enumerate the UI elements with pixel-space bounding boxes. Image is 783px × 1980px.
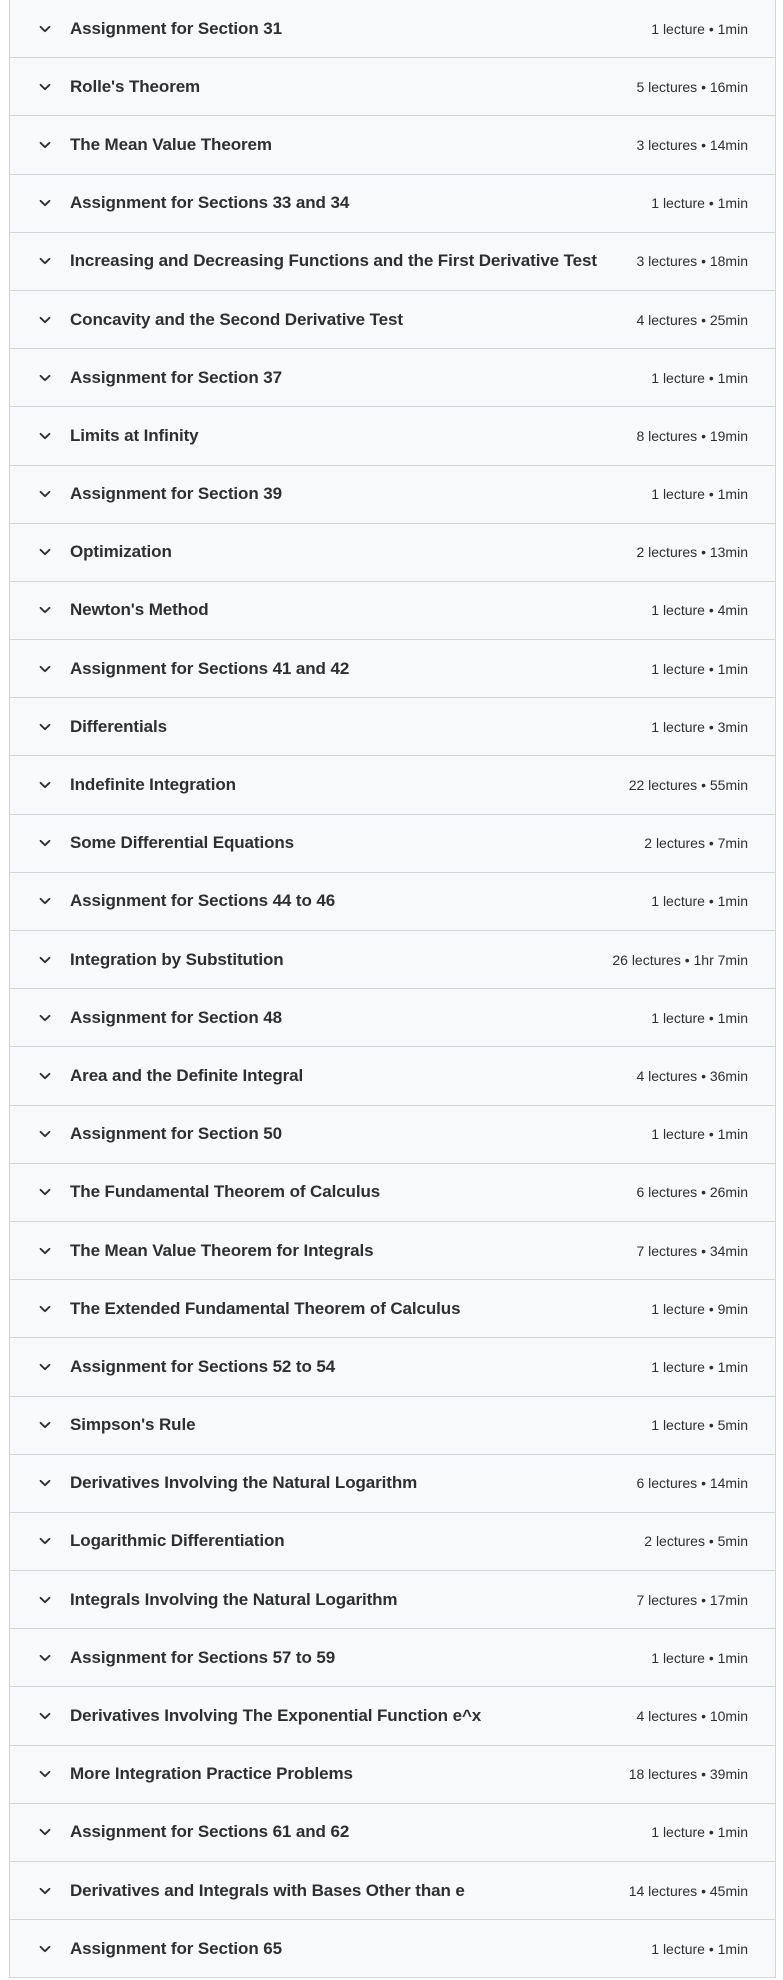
section-lecture-count-duration: 4 lectures • 10min	[636, 1708, 748, 1725]
section-lecture-count-duration: 5 lectures • 16min	[636, 78, 748, 95]
section-title: The Mean Value Theorem	[70, 134, 272, 154]
section-title: Newton's Method	[70, 600, 209, 620]
section-title: Simpson's Rule	[70, 1415, 196, 1435]
section-title: More Integration Practice Problems	[70, 1764, 353, 1784]
section-title: The Mean Value Theorem for Integrals	[70, 1240, 374, 1260]
section-lecture-count-duration: 4 lectures • 25min	[636, 311, 748, 328]
curriculum-section[interactable]	[10, 407, 775, 465]
chevron-down-icon	[38, 1244, 52, 1258]
section-title: Assignment for Section 39	[70, 484, 282, 504]
curriculum-section[interactable]	[10, 1862, 775, 1920]
chevron-down-icon	[38, 1360, 52, 1374]
chevron-down-icon	[38, 1884, 52, 1898]
curriculum-section[interactable]	[10, 931, 775, 989]
chevron-down-icon	[38, 487, 52, 501]
section-title: Assignment for Section 37	[70, 367, 282, 387]
chevron-down-icon	[38, 254, 52, 268]
chevron-down-icon	[38, 836, 52, 850]
curriculum-section[interactable]	[10, 1920, 775, 1978]
curriculum-section[interactable]	[10, 175, 775, 233]
chevron-down-icon	[38, 1534, 52, 1548]
section-lecture-count-duration: 1 lecture • 1min	[651, 660, 748, 677]
section-lecture-count-duration: 1 lecture • 1min	[651, 369, 748, 386]
curriculum-section[interactable]	[10, 1804, 775, 1862]
curriculum-section[interactable]	[10, 1513, 775, 1571]
chevron-down-icon	[38, 1418, 52, 1432]
chevron-down-icon	[38, 80, 52, 94]
section-lecture-count-duration: 1 lecture • 4min	[651, 602, 748, 619]
curriculum-section[interactable]	[10, 349, 775, 407]
course-curriculum-accordion	[9, 0, 776, 1978]
chevron-down-icon	[38, 953, 52, 967]
chevron-down-icon	[38, 313, 52, 327]
section-lecture-count-duration: 1 lecture • 1min	[651, 1940, 748, 1957]
section-title: Assignment for Sections 52 to 54	[70, 1356, 336, 1376]
section-lecture-count-duration: 1 lecture • 9min	[651, 1300, 748, 1317]
curriculum-section[interactable]	[10, 291, 775, 349]
section-lecture-count-duration: 14 lectures • 45min	[628, 1882, 748, 1899]
chevron-down-icon	[38, 1011, 52, 1025]
section-title: The Fundamental Theorem of Calculus	[70, 1182, 381, 1202]
section-title: Assignment for Section 31	[70, 18, 282, 38]
chevron-down-icon	[38, 1069, 52, 1083]
section-title: The Extended Fundamental Theorem of Calculus	[70, 1298, 461, 1318]
curriculum-section[interactable]	[10, 698, 775, 756]
section-lecture-count-duration: 4 lectures • 36min	[636, 1067, 748, 1084]
curriculum-section[interactable]	[10, 58, 775, 116]
chevron-down-icon	[38, 894, 52, 908]
section-lecture-count-duration: 2 lectures • 13min	[636, 544, 748, 561]
curriculum-section[interactable]	[10, 1571, 775, 1629]
curriculum-section[interactable]	[10, 466, 775, 524]
curriculum-section[interactable]	[10, 989, 775, 1047]
curriculum-section[interactable]	[10, 1106, 775, 1164]
section-title: Derivatives and Integrals with Bases Other than e	[70, 1880, 465, 1900]
section-lecture-count-duration: 1 lecture • 1min	[651, 20, 748, 37]
section-lecture-count-duration: 8 lectures • 19min	[636, 427, 748, 444]
chevron-down-icon	[38, 1709, 52, 1723]
curriculum-section[interactable]	[10, 1338, 775, 1396]
chevron-down-icon	[38, 720, 52, 734]
curriculum-section[interactable]	[10, 640, 775, 698]
section-lecture-count-duration: 1 lecture • 1min	[651, 1358, 748, 1375]
curriculum-section[interactable]	[10, 1222, 775, 1280]
chevron-down-icon	[38, 22, 52, 36]
section-lecture-count-duration: 1 lecture • 1min	[651, 195, 748, 212]
section-title: Assignment for Sections 33 and 34	[70, 193, 350, 213]
curriculum-section[interactable]	[10, 1397, 775, 1455]
chevron-down-icon	[38, 1185, 52, 1199]
section-title: Optimization	[70, 542, 172, 562]
curriculum-section[interactable]	[10, 0, 775, 58]
section-lecture-count-duration: 7 lectures • 17min	[636, 1591, 748, 1608]
curriculum-section[interactable]	[10, 873, 775, 931]
curriculum-section[interactable]	[10, 582, 775, 640]
section-lecture-count-duration: 7 lectures • 34min	[636, 1242, 748, 1259]
section-lecture-count-duration: 3 lectures • 14min	[636, 136, 748, 153]
chevron-down-icon	[38, 1127, 52, 1141]
section-lecture-count-duration: 22 lectures • 55min	[628, 777, 748, 794]
chevron-down-icon	[38, 1302, 52, 1316]
chevron-down-icon	[38, 1942, 52, 1956]
chevron-down-icon	[38, 371, 52, 385]
section-lecture-count-duration: 26 lectures • 1hr 7min	[612, 951, 748, 968]
section-title: Logarithmic Differentiation	[70, 1531, 285, 1551]
chevron-down-icon	[38, 1593, 52, 1607]
section-title: Assignment for Sections 41 and 42	[70, 658, 350, 678]
section-title: Increasing and Decreasing Functions and the First Derivative Test	[70, 251, 597, 271]
section-title: Rolle's Theorem	[70, 76, 201, 96]
section-title: Derivatives Involving the Natural Logarithm	[70, 1473, 418, 1493]
curriculum-section[interactable]	[10, 1047, 775, 1105]
section-title: Area and the Definite Integral	[70, 1065, 304, 1085]
curriculum-section[interactable]	[10, 1629, 775, 1687]
chevron-down-icon	[38, 603, 52, 617]
section-lecture-count-duration: 3 lectures • 18min	[636, 253, 748, 270]
chevron-down-icon	[38, 1767, 52, 1781]
section-title: Integration by Substitution	[70, 949, 284, 969]
chevron-down-icon	[38, 196, 52, 210]
chevron-down-icon	[38, 662, 52, 676]
section-lecture-count-duration: 1 lecture • 1min	[651, 486, 748, 503]
curriculum-section[interactable]	[10, 1164, 775, 1222]
section-title: Assignment for Sections 61 and 62	[70, 1822, 350, 1842]
section-title: Assignment for Section 50	[70, 1124, 282, 1144]
curriculum-section[interactable]	[10, 524, 775, 582]
section-lecture-count-duration: 6 lectures • 14min	[636, 1475, 748, 1492]
section-lecture-count-duration: 1 lecture • 1min	[651, 1649, 748, 1666]
section-title: Concavity and the Second Derivative Test	[70, 309, 403, 329]
chevron-down-icon	[38, 1825, 52, 1839]
section-lecture-count-duration: 18 lectures • 39min	[628, 1766, 748, 1783]
section-lecture-count-duration: 2 lectures • 5min	[644, 1533, 748, 1550]
chevron-down-icon	[38, 778, 52, 792]
curriculum-section[interactable]	[10, 1455, 775, 1513]
section-title: Assignment for Sections 57 to 59	[70, 1647, 336, 1667]
chevron-down-icon	[38, 429, 52, 443]
section-lecture-count-duration: 1 lecture • 1min	[651, 1824, 748, 1841]
chevron-down-icon	[38, 138, 52, 152]
section-lecture-count-duration: 1 lecture • 5min	[651, 1417, 748, 1434]
curriculum-section[interactable]	[10, 1687, 775, 1745]
section-title: Derivatives Involving The Exponential Function e^x	[70, 1706, 482, 1726]
curriculum-section[interactable]	[10, 1280, 775, 1338]
section-title: Indefinite Integration	[70, 775, 236, 795]
section-lecture-count-duration: 1 lecture • 1min	[651, 1009, 748, 1026]
section-title: Assignment for Sections 44 to 46	[70, 891, 336, 911]
chevron-down-icon	[38, 1651, 52, 1665]
curriculum-section[interactable]	[10, 756, 775, 814]
curriculum-section[interactable]	[10, 233, 775, 291]
curriculum-section[interactable]	[10, 1746, 775, 1804]
section-title: Assignment for Section 48	[70, 1007, 282, 1027]
curriculum-section[interactable]	[10, 815, 775, 873]
section-lecture-count-duration: 2 lectures • 7min	[644, 835, 748, 852]
section-title: Differentials	[70, 716, 167, 736]
section-lecture-count-duration: 6 lectures • 26min	[636, 1184, 748, 1201]
section-lecture-count-duration: 1 lecture • 3min	[651, 718, 748, 735]
section-title: Integrals Involving the Natural Logarithm	[70, 1589, 398, 1609]
section-lecture-count-duration: 1 lecture • 1min	[651, 1126, 748, 1143]
section-title: Limits at Infinity	[70, 425, 199, 445]
section-lecture-count-duration: 1 lecture • 1min	[651, 893, 748, 910]
section-title: Some Differential Equations	[70, 833, 295, 853]
chevron-down-icon	[38, 1476, 52, 1490]
curriculum-section[interactable]	[10, 116, 775, 174]
chevron-down-icon	[38, 545, 52, 559]
section-title: Assignment for Section 65	[70, 1938, 282, 1958]
